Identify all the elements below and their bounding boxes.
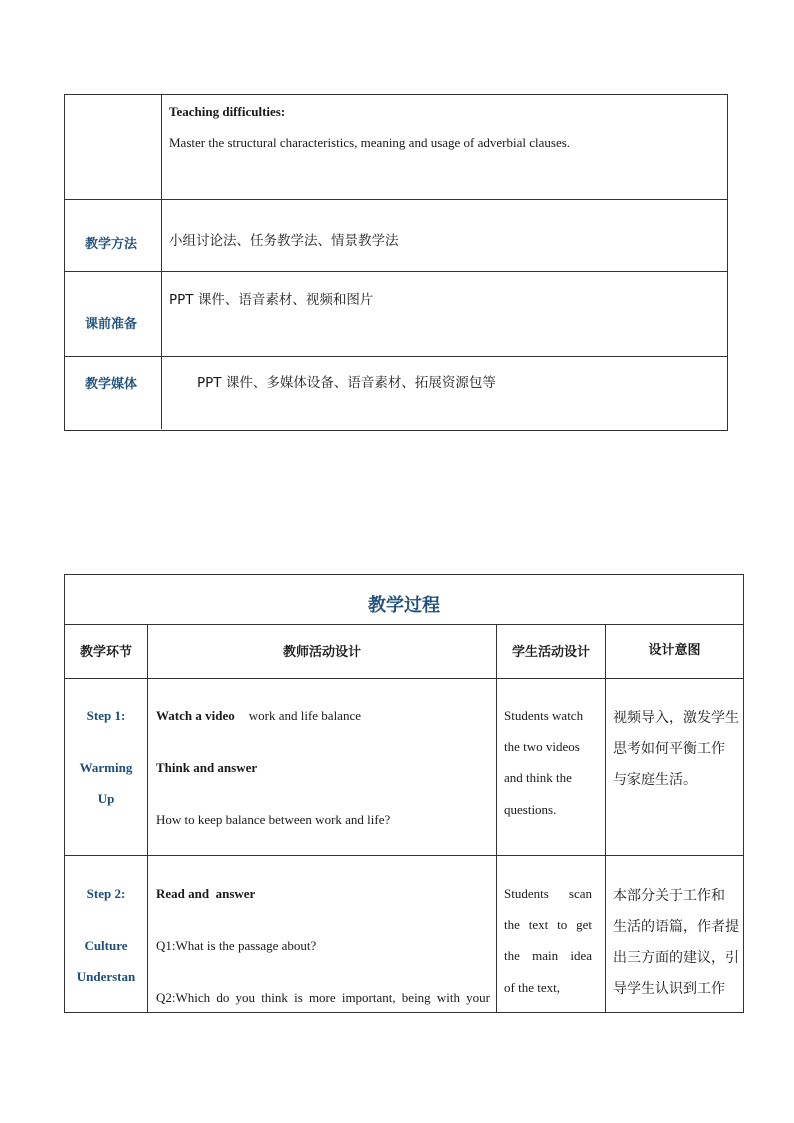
step1-name-line1: Warming xyxy=(79,760,133,775)
difficulties-heading: Teaching difficulties: xyxy=(169,104,286,119)
step2-question1: Q1:What is the passage about? xyxy=(156,938,317,953)
difficulties-row xyxy=(65,95,727,199)
media-label: 教学媒体 xyxy=(85,377,138,392)
step2-name-line2: Understan xyxy=(76,969,136,984)
col-divider-2 xyxy=(496,624,497,1012)
methods-value: 小组讨论法、任务教学法、情景教学法 xyxy=(169,233,399,249)
preparation-label-cell xyxy=(65,272,162,357)
preparation-row xyxy=(65,271,727,357)
step2-number: Step 2: xyxy=(86,886,126,901)
difficulties-value-cell xyxy=(162,95,727,199)
teaching-process-table xyxy=(64,574,744,1013)
video-topic: work and life balance xyxy=(248,708,361,723)
step1-activity-video xyxy=(156,708,361,724)
step2-intent-line2: 生活的语篇，作者提 xyxy=(613,919,739,935)
step1-student-line2: the two videos xyxy=(504,739,580,754)
title-divider xyxy=(65,624,743,625)
header-step: 教学环节 xyxy=(79,645,132,660)
preparation-value-cell xyxy=(162,272,727,357)
step1-think-label: Think and answer xyxy=(156,760,258,775)
video-label: Watch a video xyxy=(156,708,235,723)
step1-intent-line2: 思考如何平衡工作 xyxy=(613,741,725,757)
media-value: PPT 课件、多媒体设备、语音素材、拓展资源包等 xyxy=(197,375,496,391)
col-divider-1 xyxy=(147,624,148,1012)
methods-row xyxy=(65,199,727,272)
step2-student-line3: the main idea xyxy=(504,948,592,963)
header-divider xyxy=(65,678,743,679)
methods-value-cell xyxy=(162,200,727,272)
step2-read-label: Read and answer xyxy=(156,886,256,901)
media-value-cell xyxy=(162,357,727,429)
process-title: 教学过程 xyxy=(368,595,440,616)
media-row xyxy=(65,356,727,429)
row1-divider xyxy=(65,855,743,856)
step1-intent-line1: 视频导入，激发学生 xyxy=(613,710,739,726)
teaching-plan-table xyxy=(64,94,728,431)
step1-intent-line3: 与家庭生活。 xyxy=(613,772,697,788)
step2-intent-line4: 导学生认识到工作 xyxy=(613,981,725,997)
col-divider-3 xyxy=(605,624,606,1012)
step1-question: How to keep balance between work and life? xyxy=(156,812,391,827)
preparation-label: 课前准备 xyxy=(85,317,138,332)
media-label-cell xyxy=(65,357,162,429)
methods-label-cell xyxy=(65,200,162,272)
header-intent: 设计意图 xyxy=(648,643,701,658)
header-teacher: 教师活动设计 xyxy=(282,645,361,660)
step2-student-line2: the text to get xyxy=(504,917,592,932)
step1-name-line2: Up xyxy=(97,791,115,806)
preparation-value: PPT 课件、语音素材、视频和图片 xyxy=(169,292,374,308)
step2-student-line4: of the text, xyxy=(504,980,560,995)
step1-number: Step 1: xyxy=(86,708,126,723)
methods-label: 教学方法 xyxy=(85,237,138,252)
header-student: 学生活动设计 xyxy=(511,645,590,660)
step2-intent-line1: 本部分关于工作和 xyxy=(613,888,725,904)
difficulties-text: Master the structural characteristics, meaning and usage of adverbial clauses. xyxy=(169,135,571,150)
step2-intent-line3: 出三方面的建议，引 xyxy=(613,950,739,966)
step2-name-line1: Culture xyxy=(84,938,128,953)
step2-question2: Q2:Which do you think is more important, being with your xyxy=(156,990,490,1005)
step1-student-line4: questions. xyxy=(504,802,557,817)
step1-student-line1: Students watch xyxy=(504,708,584,723)
step1-student-line3: and think the xyxy=(504,770,572,785)
step2-student-line1: Students scan xyxy=(504,886,592,901)
difficulties-label-cell xyxy=(65,95,162,199)
